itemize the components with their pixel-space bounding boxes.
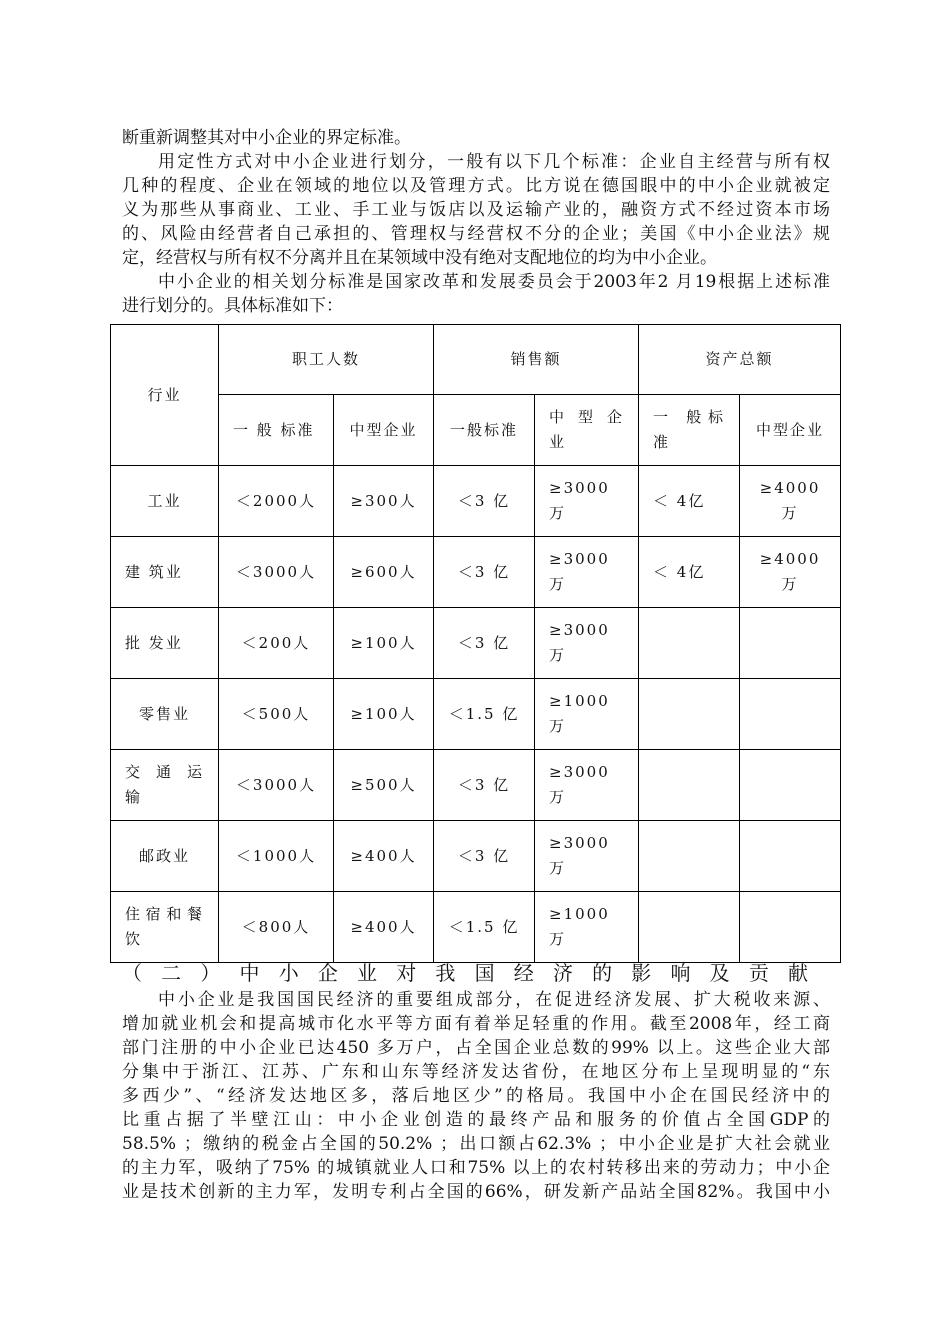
sub-header: 中 型 企业 [535, 395, 639, 466]
table-cell: ≥3000万 [535, 537, 639, 608]
table-cell [740, 821, 841, 892]
table-cell: ≥1000万 [535, 679, 639, 750]
paragraph-line: 用定性方式对中小企业进行划分，一般有以下几个标准：企业自主经营与所有权 [158, 152, 830, 172]
table-cell: ＜3 亿 [434, 608, 535, 679]
table-row [111, 608, 841, 679]
paragraph-line: 定，经营权与所有权不分离并且在某领域中没有绝对支配地位的均为中小企业。 [122, 248, 717, 268]
table-cell: ＜3 亿 [434, 466, 535, 537]
industry-cell: 零售业 [111, 679, 219, 750]
employees-header: 职工人数 [219, 325, 434, 395]
table-cell: ＜500人 [219, 679, 334, 750]
paragraph-line: 部门注册的中小企业已达450 多万户，占全国企业总数的99% 以上。这些企业大部 [122, 1038, 830, 1058]
table-row [111, 679, 841, 750]
table-cell: ≥100人 [334, 608, 434, 679]
industry-cell: 住宿和餐饮 [111, 892, 219, 963]
table-cell: ≥3000万 [535, 608, 639, 679]
sub-header: 一 般标准 [639, 395, 740, 466]
table-row [111, 466, 841, 537]
table-cell: ＜3000人 [219, 537, 334, 608]
table-cell [639, 608, 740, 679]
sub-header: 中型企业 [334, 395, 434, 466]
table-cell [740, 608, 841, 679]
table-cell [740, 750, 841, 821]
industry-cell: 建 筑业 [111, 537, 219, 608]
paragraph-line: 中小企业是我国国民经济的重要组成部分，在促进经济发展、扩大税收来源、 [158, 990, 830, 1010]
table-cell: ＜ 4亿 [639, 466, 740, 537]
sales-header: 销售额 [434, 325, 639, 395]
table-row [111, 821, 841, 892]
paragraph-line: 的主力军，吸纳了75% 的城镇就业人口和75% 以上的农村转移出来的劳动力；中小企 [122, 1158, 830, 1178]
table-cell: ＜3 亿 [434, 821, 535, 892]
table-cell [639, 821, 740, 892]
table-cell: ≥3000万 [535, 750, 639, 821]
paragraph-line: 业是技术创新的主力军，发明专利占全国的66%，研发新产品站全国82%。我国中小 [122, 1182, 830, 1202]
assets-header: 资产总额 [639, 325, 841, 395]
section-heading: （二）中小企业对我国经济的影响及贡献 [122, 961, 808, 985]
table-cell: ＜2000人 [219, 466, 334, 537]
industry-cell: 工业 [111, 466, 219, 537]
table-cell: ≥400人 [334, 892, 434, 963]
paragraph-line: 进行划分的。具体标准如下： [122, 296, 343, 316]
table-cell: ≥4000 万 [740, 466, 841, 537]
table-cell: ＜1000人 [219, 821, 334, 892]
paragraph-line: 的、风险由经营者自己承担的、管理权与经营权不分的企业；美国《中小企业法》规 [122, 224, 830, 244]
table-cell [740, 679, 841, 750]
table-cell: ＜3000人 [219, 750, 334, 821]
table-cell: ＜1.5 亿 [434, 892, 535, 963]
table-cell: ≥1000万 [535, 892, 639, 963]
table-cell: ＜ 4亿 [639, 537, 740, 608]
paragraph-line: 比重占据了半壁江山：中小企业创造的最终产品和服务的价值占全国GDP的 [122, 1110, 830, 1130]
table-row [111, 892, 841, 963]
paragraph-line: 多西少”、“经济发达地区多，落后地区少”的格局。我国中小企在国民经济中的 [122, 1086, 830, 1106]
table-cell: ≥100人 [334, 679, 434, 750]
table-cell: ≥600人 [334, 537, 434, 608]
table-cell: ＜1.5 亿 [434, 679, 535, 750]
table-row [111, 750, 841, 821]
paragraph-line: 几种的程度、企业在领域的地位以及管理方式。比方说在德国眼中的中小企业就被定 [122, 176, 830, 196]
table-cell: ≥300人 [334, 466, 434, 537]
table-cell: ＜3 亿 [434, 750, 535, 821]
table-cell: ＜3 亿 [434, 537, 535, 608]
industry-cell: 邮政业 [111, 821, 219, 892]
table-cell: ≥3000万 [535, 466, 639, 537]
table-cell [639, 679, 740, 750]
table-row [111, 537, 841, 608]
paragraph-line: 中小企业的相关划分标准是国家改革和发展委员会于2003年2 月19根据上述标准 [158, 272, 830, 292]
industry-cell: 批 发业 [111, 608, 219, 679]
table-cell: ≥3000万 [535, 821, 639, 892]
sme-standards-table [110, 324, 841, 963]
industry-cell: 交 通 运输 [111, 750, 219, 821]
paragraph-line: 义为那些从事商业、工业、手工业与饭店以及运输产业的，融资方式不经过资本市场 [122, 200, 830, 220]
sub-header: 一 般 标准 [219, 395, 334, 466]
table-cell: ≥4000 万 [740, 537, 841, 608]
table-cell: ＜800人 [219, 892, 334, 963]
sub-header: 中型企业 [740, 395, 841, 466]
table-cell: ＜200人 [219, 608, 334, 679]
paragraph-line: 58.5% ；缴纳的税金占全国的50.2% ；出口额占62.3% ；中小企业是扩大社会就业 [122, 1134, 830, 1154]
paragraph-line: 分集中于浙江、江苏、广东和山东等经济发达省份，在地区分布上呈现明显的“东 [122, 1062, 830, 1082]
paragraph-line: 断重新调整其对中小企业的界定标准。 [122, 128, 411, 148]
table-cell [639, 892, 740, 963]
table-cell [639, 750, 740, 821]
table-cell: ≥400人 [334, 821, 434, 892]
table-cell [740, 892, 841, 963]
table-cell: ≥500人 [334, 750, 434, 821]
sub-header: 一般标准 [434, 395, 535, 466]
paragraph-line: 增加就业机会和提高城市化水平等方面有着举足轻重的作用。截至2008年，经工商 [122, 1014, 830, 1034]
industry-header: 行业 [111, 325, 219, 466]
